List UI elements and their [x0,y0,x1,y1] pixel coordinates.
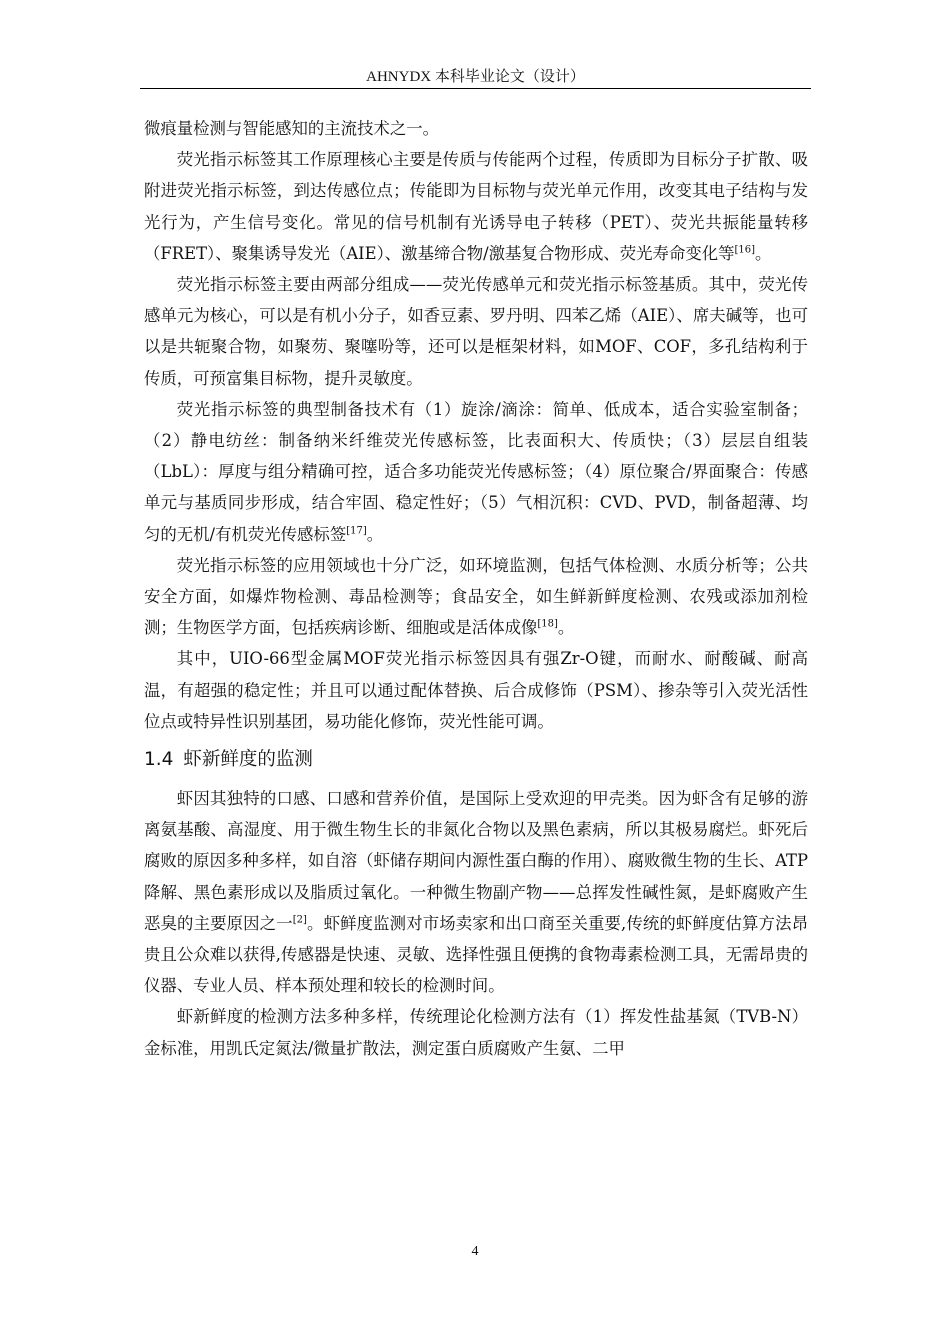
paragraph-principle [144,144,808,269]
section-heading [144,743,808,777]
citation: [16] [734,244,756,256]
paragraph-text: 其中，UIO-66型金属MOF荧光指示标签因具有强Zr-O键，而耐水、耐酸碱、耐高温，有超强的稳定性；并且可以通过配体替换、后合成修饰（PSM）、掺杂等引入荧光活性位点或特异性识别基团，易功能化修饰，荧光性能可调。 [144,649,808,731]
paragraph-tail: 。 [755,243,772,263]
citation: [2] [292,914,307,926]
section-title: 虾新鲜度的监测 [183,749,313,771]
paragraph-methods [144,1001,808,1063]
page-number: 4 [471,1244,479,1259]
paragraph-text: 荧光指示标签的典型制备技术有（1）旋涂/滴涂：简单、低成本，适合实验室制备；（2）静电纺丝：制备纳米纤维荧光传感标签，比表面积大、传质快；（3）层层自组装（LbL）：厚度与组分精确可控，适合多功能荧光传感标签；（4）原位聚合/界面聚合：传感单元与基质同步形成，结合牢固、稳定性好；（5）气相沉积：CVD、PVD，制备超薄、均匀的无机/有机荧光传感标签 [144,399,808,544]
paragraph-tail: 。 [366,524,384,544]
paragraph-text: 微痕量检测与智能感知的主流技术之一。 [144,119,440,138]
paragraph-tail: 。虾鲜度监测对市场卖家和出口商至关重要,传统的虾鲜度估算方法昂贵且公众难以获得,传感器是快速、灵敏、选择性强且便携的食物毒素检测工具，无需昂贵的仪器、专业人员、样本预处理和较长的检测时间。 [144,913,808,996]
paragraph-composition [144,269,808,394]
paragraph-text: 虾因其独特的口感、口感和营养价值，是国际上受欢迎的甲壳类。因为虾含有足够的游离氨基酸、高湿度、用于微生物生长的非氮化合物以及黑色素病，所以其极易腐烂。虾死后腐败的原因多种多样，如自溶（虾储存期间内源性蛋白酶的作用）、腐败微生物的生长、ATP降解、黑色素形成以及脂质过氧化。一种微生物副产物——总挥发性碱性氮，是虾腐败产生恶臭的主要原因之一 [144,789,808,933]
citation: [17] [346,525,367,537]
paragraph-applications [144,550,808,644]
header-rule [140,88,811,89]
paragraph-tail: 。 [557,618,575,638]
running-header: AHNYDX 本科毕业论文（设计） [366,69,585,85]
paragraph-text: 荧光指示标签其工作原理核心主要是传质与传能两个过程，传质即为目标分子扩散、吸附进荧光指示标签，到达传感位点；传能即为目标物与荧光单元作用，改变其电子结构与发光行为，产生信号变化。常见的信号机制有光诱导电子转移（PET）、荧光共振能量转移（FRET）、聚集诱导发光（AIE）、激基缔合物/激基复合物形成、荧光寿命变化等 [144,150,808,263]
paragraph-continued [144,113,808,144]
citation: [18] [537,618,558,630]
paragraph-text: 荧光指示标签的应用领域也十分广泛，如环境监测，包括气体检测、水质分析等；公共安全方面，如爆炸物检测、毒品检测等；食品安全，如生鲜新鲜度检测、农残或添加剂检测；生物医学方面，包括疾病诊断、细胞或是活体成像 [144,555,808,638]
section-number: 1.4 [144,749,174,771]
paragraph-fabrication [144,394,808,550]
paragraph-uio66 [144,643,808,737]
paragraph-shrimp [144,783,808,1001]
paragraph-text: 虾新鲜度的检测方法多种多样，传统理论化检测方法有（1）挥发性盐基氮（TVB-N）金标准，用凯氏定氮法/微量扩散法，测定蛋白质腐败产生氨、二甲 [144,1007,808,1058]
body-text [144,113,808,1064]
paragraph-text: 荧光指示标签主要由两部分组成——荧光传感单元和荧光指示标签基质。其中，荧光传感单元为核心，可以是有机小分子，如香豆素、罗丹明、四苯乙烯（AIE）、席夫碱等，也可以是共轭聚合物，如聚芴、聚噻吩等，还可以是框架材料，如MOF、COF，多孔结构利于传质，可预富集目标物，提升灵敏度。 [144,275,808,388]
